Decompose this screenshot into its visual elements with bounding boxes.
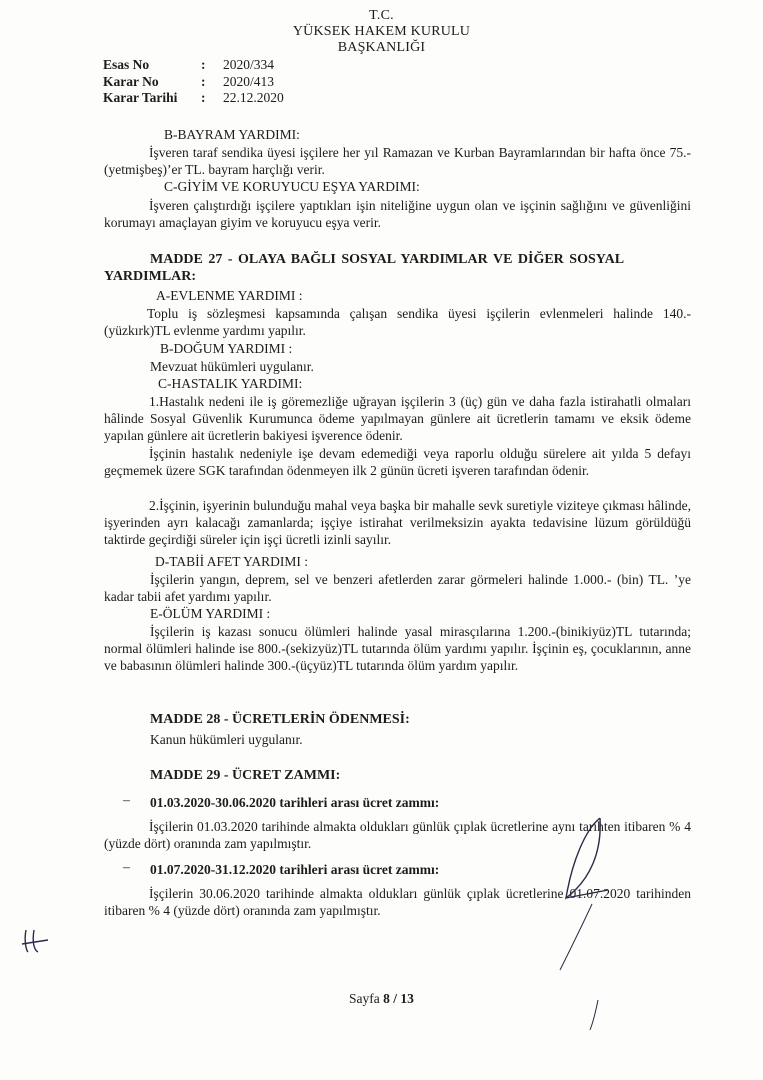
- olum-title: E-ÖLÜM YARDIMI :: [150, 606, 271, 621]
- bayram-title: B-BAYRAM YARDIMI:: [164, 127, 300, 142]
- giyim-title: C-GİYİM VE KORUYUCU EŞYA YARDIMI:: [164, 179, 420, 194]
- giyim-text: İşveren çalıştırdığı işçilere yaptıkları işin niteliğine uygun olan ve işçinin sağlığını ve güvenliğini korumayı amaçlayan giyim ve koruyucu eşya verir.: [104, 198, 691, 230]
- list-dash-1: –: [123, 793, 130, 808]
- evlenme-text: Toplu iş sözleşmesi kapsamında çalışan sendika üyesi işçilerin evlenmeleri halinde 140.-(yüzkırk)TL evlenme yardımı yapılır.: [104, 306, 691, 338]
- meta-row-esas: Esas No : 2020/334: [103, 57, 275, 72]
- meta-row-karar: Karar No : 2020/413: [103, 73, 275, 89]
- page-number: 8 / 13: [383, 991, 414, 1006]
- zam-2-text: İşçilerin 30.06.2020 tarihinde almakta oldukları günlük çıplak ücretlerine 01.07.2020 tarihinden itibaren % 4 (yüzde dört) oranında zam yapılmıştır.: [104, 886, 691, 918]
- zam-2-title: 01.07.2020-31.12.2020 tarihleri arası ücret zammı:: [150, 862, 440, 877]
- hastalik-text-2: İşçinin hastalık nedeniyle işe devam edemediği veya raporlu olduğu sürelere ait yıldа 5 defayı geçmemek üzere SGK tarafından ödenmeyen ilk 2 günün ücreti işveren tarafından ödenir.: [104, 446, 691, 478]
- evlenme-title: A-EVLENME YARDIMI :: [156, 288, 303, 303]
- afet-title: D-TABİİ AFET YARDIMI :: [155, 554, 309, 569]
- dogum-title: B-DOĞUM YARDIMI :: [160, 341, 293, 356]
- page-footer: [0, 991, 763, 1007]
- page-label: Sayfa: [349, 991, 384, 1006]
- madde29-title: MADDE 29 - ÜCRET ZAMMI:: [150, 768, 341, 783]
- zam-1-text: İşçilerin 01.03.2020 tarihinde almakta oldukları günlük çıplak ücretlerine aynı tarihten itibaren % 4 (yüzde dört) oranında zam yapılmıştır.: [104, 819, 691, 851]
- case-meta: [103, 57, 284, 107]
- list-dash-2: –: [123, 860, 130, 875]
- hastalik-text-1: 1.Hastalık nedeni ile iş göremezliğe uğrayan işçilerin 3 (üç) gün ve daha fazla istirahatli olmaları hâlinde Sosyal Güvenlik Kurumunca ödeme yapılmayan günlere ait ücretlerin tamamı ve eksik ödeme yapılan günlere ait ücretlerin bakiyesi işverence ödenir.: [104, 394, 691, 443]
- header-tc: T.C.: [369, 8, 394, 23]
- header-kurul: YÜKSEK HAKEM KURULU: [292, 24, 471, 39]
- madde27-title-cont: YARDIMLAR:: [104, 269, 197, 284]
- madde27-title: MADDE 27 - OLAYA BAĞLI SOSYAL YARDIMLAR VE DİĞER SOSYAL: [150, 252, 625, 267]
- zam-1-title: 01.03.2020-30.06.2020 tarihleri arası ücret zammı:: [150, 795, 440, 810]
- hastalik-text-3: 2.İşçinin, işyerinin bulunduğu mahal veya başka bir mahalle sevk suretiyle viziteye çıkması hâlinde, işyerinden ayrı kalacağı zamanlarda; işçiye istirahat verilmeksizin ayakta tedavisine lüzum görüldüğü taktirde geçirdiği süreler için işçi ücretli izinli sayılır.: [104, 498, 691, 547]
- meta-row-karar-tarihi: Karar Tarihi : 22.12.2020: [103, 90, 284, 105]
- header-baskanlik: BAŞKANLIĞI: [337, 40, 426, 55]
- olum-text: İşçilerin iş kazası sonucu ölümleri halinde yasal mirasçılarına 1.200.-(binikiyüz)TL tutarında; normal ölümleri halinde ise 800.-(sekizyüz)TL tutarında ölüm yardımı yapılır. İşçinin eş, çocuklarının, anne ve babasının ölümleri halinde 300.-(üçyüz)TL tutarında ölüm yardım yapılır.: [104, 624, 691, 673]
- dogum-text: Mevzuat hükümleri uygulanır.: [150, 359, 314, 374]
- bayram-text: İşveren taraf sendika üyesi işçilere her yıl Ramazan ve Kurban Bayramlarından bir hafta önce 75.-(yetmişbeş)’er TL. bayram harçlığı verir.: [104, 145, 691, 177]
- madde28-text: Kanun hükümleri uygulanır.: [150, 732, 303, 747]
- afet-text: İşçilerin yangın, deprem, sel ve benzeri afetlerden zarar görmeleri halinde 1.000.- (bin) TL. ’ye kadar tabii afet yardımı yapılır.: [104, 572, 691, 604]
- hastalik-title: C-HASTALIK YARDIMI:: [158, 376, 303, 391]
- madde28-title: MADDE 28 - ÜCRETLERİN ÖDENMESİ:: [150, 712, 410, 727]
